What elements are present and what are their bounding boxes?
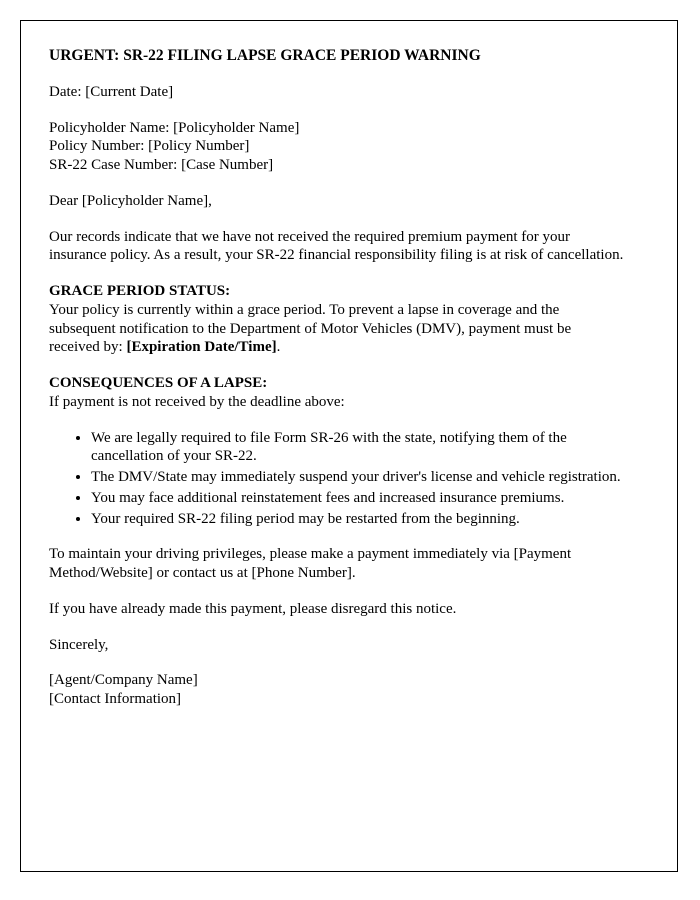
grace-period-heading: GRACE PERIOD STATUS:	[49, 283, 231, 300]
consequences-intro: If payment is not received by the deadline above:	[49, 393, 345, 410]
list-item: • You may face additional reinstatement fees and increased insurance premiums.	[91, 489, 625, 508]
payment-paragraph: To maintain your driving privileges, please make a payment immediately via [Payment Method/Website] or contact us at [Phone Number].	[49, 546, 572, 582]
case-number-line: SR-22 Case Number: [Case Number]	[49, 157, 274, 174]
list-item: • Your required SR-22 filing period may be restarted from the beginning.	[91, 510, 625, 529]
closing: Sincerely,	[49, 636, 109, 653]
grace-period-body-text: Your policy is currently within a grace period. To prevent a lapse in coverage and the subsequent notification to the Department of Motor Vehicles (DMV), payment must be received by:	[49, 301, 572, 356]
salutation: Dear [Policyholder Name],	[49, 192, 212, 209]
signature-block	[49, 671, 625, 709]
letter-container	[20, 20, 678, 872]
agent-company-line: [Agent/Company Name]	[49, 672, 198, 689]
intro-paragraph: Our records indicate that we have not received the required premium payment for your insurance policy. As a result, your SR-22 financial responsibility filing is at risk of cancellation.	[49, 228, 624, 264]
grace-period-body-suffix: .	[276, 339, 281, 356]
contact-information-line: [Contact Information]	[49, 691, 182, 708]
policyholder-name-line: Policyholder Name: [Policyholder Name]	[49, 119, 300, 136]
consequences-heading: CONSEQUENCES OF A LAPSE:	[49, 375, 268, 392]
list-item: • The DMV/State may immediately suspend your driver's license and vehicle registration.	[91, 468, 625, 487]
consequences-list	[49, 429, 625, 529]
policy-info-block	[49, 119, 625, 175]
grace-period-body	[49, 301, 625, 357]
disregard-paragraph: If you have already made this payment, please disregard this notice.	[49, 600, 457, 617]
grace-period-section	[49, 282, 625, 357]
date-line: Date: [Current Date]	[49, 83, 174, 100]
policy-number-line: Policy Number: [Policy Number]	[49, 138, 250, 155]
list-item: • We are legally required to file Form SR-26 with the state, notifying them of the cancellation of your SR-22.	[91, 429, 625, 467]
expiration-deadline: [Expiration Date/Time]	[126, 339, 277, 356]
consequences-section	[49, 374, 625, 412]
letter-title: URGENT: SR-22 FILING LAPSE GRACE PERIOD WARNING	[49, 47, 481, 64]
